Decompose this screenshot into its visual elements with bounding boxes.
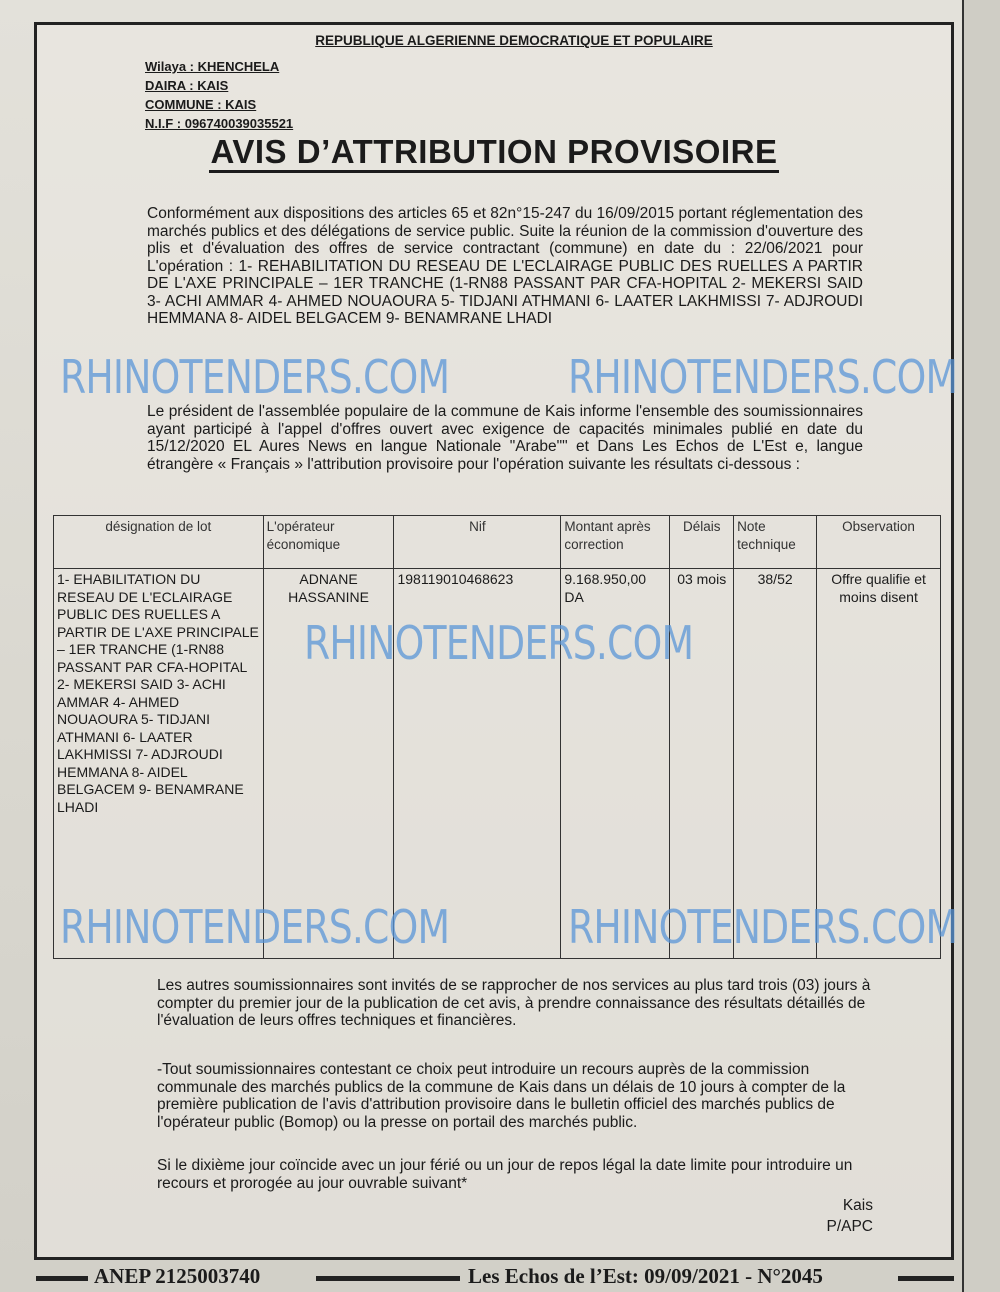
commune-line: COMMUNE : KAIS — [145, 97, 257, 112]
header-score: Note technique — [734, 516, 817, 569]
cell-nif: 198119010468623 — [394, 569, 561, 959]
nif-line: N.I.F : 096740039035521 — [145, 116, 294, 131]
watermark: RHINOTENDERS.COM — [60, 900, 450, 954]
table-header-row — [54, 516, 941, 569]
header-amount: Montant après correction — [561, 516, 670, 569]
cell-score: 38/52 — [734, 569, 817, 959]
cell-lot: 1- EHABILITATION DU RESEAU DE L'ECLAIRAGE PUBLIC DES RUELLES A PARTIR DE L'AXE PRINCIPALE – 1ER TRANCHE (1-RN88 PASSANT PAR CFA-HOPITAL 2- MEKERSI SAID 3- ACHI AMMAR 4- AHMED NOUAOURA 5- TIDJANI ATHMANI 6- LAATER LAKHMISSI 7- ADJROUDI HEMMANA 8- AIDEL BELGACEM 9- BENAMRANE LHADI — [54, 569, 264, 959]
daira-line: DAIRA : KAIS — [145, 78, 229, 93]
footer-rule — [898, 1276, 954, 1281]
watermark: RHINOTENDERS.COM — [568, 350, 958, 404]
header-observation: Observation — [817, 516, 941, 569]
header-delay: Délais — [670, 516, 734, 569]
watermark: RHINOTENDERS.COM — [568, 900, 958, 954]
anep-reference: ANEP 2125003740 — [94, 1264, 261, 1288]
results-table — [53, 515, 941, 959]
footer-rule — [36, 1276, 88, 1281]
president-paragraph: Le président de l'assemblée populaire de la commune de Kais informe l'ensemble des soumissionnaires ayant participé à l'appel d'offres ouvert avec exigence de capacités minimales publié en date du 15/12/2020 EL Aures News en langue Nationale "Arabe"" et Dans Les Echos de L'Est e, langue étrangère « Français » l'attribution provisoire pour l'opération suivante les résultats ci-dessous : — [147, 403, 863, 473]
others-paragraph: Les autres soumissionnaires sont invités de se rapprocher de nos services au plus tard trois (03) jours à compter du premier jour de la publication de cet avis, à prendre connaissance des résultats détaillés de l'évaluation de leurs offres techniques et financières. — [157, 977, 871, 1029]
adjacent-column — [962, 0, 1000, 1292]
signature-role: P/APC — [826, 1218, 873, 1235]
cell-operator: ADNANE HASSANINE — [263, 569, 394, 959]
republic-heading: REPUBLIQUE ALGERIENNE DEMOCRATIQUE ET POPULAIRE — [315, 33, 713, 48]
watermark: RHINOTENDERS.COM — [304, 616, 694, 670]
cell-observation: Offre qualifie et moins disent — [817, 569, 941, 959]
intro-paragraph: Conformément aux dispositions des articles 65 et 82n°15-247 du 16/09/2015 portant réglementation des marchés publics et des délégations de service public. Suite la réunion de la commission d'ouverture des plis et d'évaluation des offres de service contractant (commune) en date du : 22/06/2021 pour L'opération : 1- REHABILITATION DU RESEAU DE L'ECLAIRAGE PUBLIC DES RUELLES A PARTIR DE L'AXE PRINCIPALE – 1ER TRANCHE (1-RN88 PASSANT PAR CFA-HOPITAL 2- MEKERSI SAID 3- ACHI AMMAR 4- AHMED NOUAOURA 5- TIDJANI ATHMANI 6- LAATER LAKHMISSI 7- ADJROUDI HEMMANA 8- AIDEL BELGACEM 9- BENAMRANE LHADI — [147, 205, 863, 327]
publication-reference: Les Echos de l’Est: 09/09/2021 - N°2045 — [468, 1264, 823, 1288]
cell-delay: 03 mois — [670, 569, 734, 959]
signature-place: Kais — [842, 1197, 873, 1214]
footer-rule — [316, 1276, 460, 1281]
cell-amount: 9.168.950,00 DA — [561, 569, 670, 959]
recourse-paragraph: -Tout soumissionnaires contestant ce choix peut introduire un recours auprès de la commission communale des marchés publics de la commune de Kais dans un délais de 10 jours à compter de la première publication de l'avis d'attribution provisoire dans le bulletin officiel des marchés publics de l'opérateur public (Bomop) ou la presse on portail des marchés public. — [157, 1061, 846, 1131]
watermark: RHINOTENDERS.COM — [60, 350, 450, 404]
wilaya-line: Wilaya : KHENCHELA — [145, 59, 280, 74]
publication-footer — [34, 1260, 954, 1290]
holiday-paragraph: Si le dixième jour coïncide avec un jour férié ou un jour de repos légal la date limite pour introduire un recours et prorogée au jour ouvrable suivant* — [157, 1157, 853, 1192]
header-nif: Nif — [394, 516, 561, 569]
notice-title: AVIS D’ATTRIBUTION PROVISOIRE — [37, 133, 951, 171]
header-operator: L'opérateur économique — [263, 516, 394, 569]
header-lot: désignation de lot — [54, 516, 264, 569]
